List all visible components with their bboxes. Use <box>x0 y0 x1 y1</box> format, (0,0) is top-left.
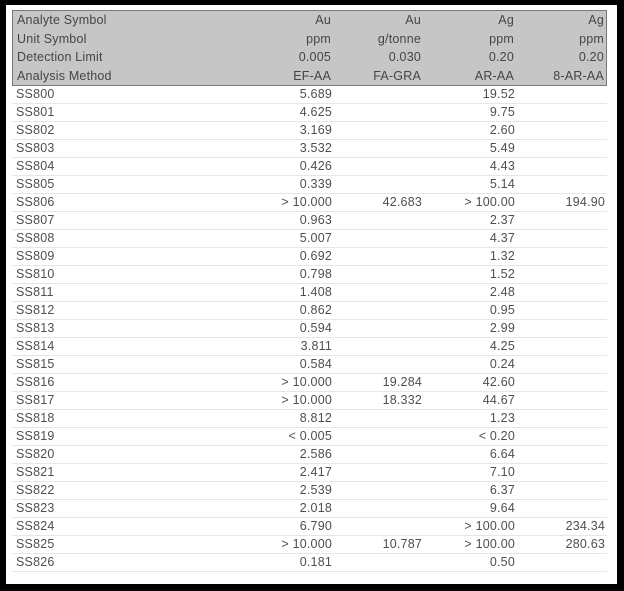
table-row-ss809 <box>12 248 607 266</box>
sample-value-3 <box>515 356 605 373</box>
table-row-ss801 <box>12 104 607 122</box>
sample-value-0: 2.539 <box>299 483 332 497</box>
sample-value-0: > 10.000 <box>281 393 332 407</box>
sample-value-0: 0.181 <box>299 555 332 569</box>
sample-value-0: 5.007 <box>299 231 332 245</box>
sample-value-1 <box>332 302 422 319</box>
sample-value-0: 2.586 <box>299 447 332 461</box>
sample-value-1 <box>332 464 422 481</box>
table-row-ss812 <box>12 302 607 320</box>
sample-value-1: 42.683 <box>382 195 422 209</box>
table-row-ss804 <box>12 158 607 176</box>
sample-id: SS810 <box>16 267 55 281</box>
sample-value-2: 4.37 <box>489 231 515 245</box>
table-row-ss824 <box>12 518 607 536</box>
sample-value-2: < 0.20 <box>478 429 515 443</box>
sample-value-2: 4.43 <box>489 159 515 173</box>
sample-value-1 <box>332 284 422 301</box>
sample-id: SS815 <box>16 357 55 371</box>
sample-value-0: 0.584 <box>299 357 332 371</box>
sample-id: SS823 <box>16 501 55 515</box>
table-row-ss807 <box>12 212 607 230</box>
report-panel <box>6 5 617 584</box>
sample-value-3: 194.90 <box>565 195 605 209</box>
sample-value-0: > 10.000 <box>281 375 332 389</box>
sample-value-2: 0.24 <box>489 357 515 371</box>
sample-value-2: 44.67 <box>482 393 515 407</box>
sample-value-1 <box>332 356 422 373</box>
sample-value-2: 6.37 <box>489 483 515 497</box>
table-row-ss819 <box>12 428 607 446</box>
sample-id: SS812 <box>16 303 55 317</box>
sample-id: SS800 <box>16 87 55 101</box>
sample-value-2: 5.49 <box>489 141 515 155</box>
sample-value-3 <box>515 104 605 121</box>
sample-id: SS814 <box>16 339 55 353</box>
sample-value-1: 10.787 <box>382 537 422 551</box>
header-row-label-detection-limit: Detection Limit <box>17 50 103 64</box>
table-row-ss820 <box>12 446 607 464</box>
header-analysis-method-value-1: FA-GRA <box>373 68 421 83</box>
table-row-ss816 <box>12 374 607 392</box>
sample-id: SS804 <box>16 159 55 173</box>
sample-value-2: > 100.00 <box>464 195 515 209</box>
sample-value-1 <box>332 338 422 355</box>
sample-id: SS820 <box>16 447 55 461</box>
sample-id: SS807 <box>16 213 55 227</box>
sample-value-3 <box>515 482 605 499</box>
sample-value-3 <box>515 248 605 265</box>
sample-value-2: 2.37 <box>489 213 515 227</box>
sample-value-0: 0.692 <box>299 249 332 263</box>
sample-value-2: 5.14 <box>489 177 515 191</box>
table-row-ss823 <box>12 500 607 518</box>
sample-value-2: 1.23 <box>489 411 515 425</box>
sample-value-2: 7.10 <box>489 465 515 479</box>
header-analyte-symbol-value-1: Au <box>405 13 421 27</box>
sample-id: SS822 <box>16 483 55 497</box>
sample-value-3 <box>515 374 605 391</box>
sample-value-0: 0.963 <box>299 213 332 227</box>
sample-value-3 <box>515 554 605 571</box>
header-row-analysis-method <box>13 67 606 86</box>
table-row-ss826 <box>12 554 607 572</box>
table-row-ss805 <box>12 176 607 194</box>
sample-value-3 <box>515 140 605 157</box>
sample-value-2: 1.52 <box>489 267 515 281</box>
sample-id: SS806 <box>16 195 55 209</box>
sample-value-3 <box>515 158 605 175</box>
sample-id: SS816 <box>16 375 55 389</box>
table-row-ss802 <box>12 122 607 140</box>
header-row-unit-symbol <box>13 30 606 49</box>
sample-id: SS826 <box>16 555 55 569</box>
sample-value-0: < 0.005 <box>288 429 332 443</box>
sample-value-1 <box>332 500 422 517</box>
sample-id: SS803 <box>16 141 55 155</box>
table-row-ss810 <box>12 266 607 284</box>
sample-value-2: 0.50 <box>489 555 515 569</box>
table-row-ss818 <box>12 410 607 428</box>
sample-value-1 <box>332 104 422 121</box>
sample-id: SS825 <box>16 537 55 551</box>
sample-value-2: 4.25 <box>489 339 515 353</box>
sample-id: SS809 <box>16 249 55 263</box>
sample-value-3 <box>515 446 605 463</box>
sample-value-1 <box>332 230 422 247</box>
sample-value-1 <box>332 122 422 139</box>
sample-value-1: 18.332 <box>382 393 422 407</box>
header-analyte-symbol-value-3: Ag <box>588 13 604 27</box>
sample-id: SS813 <box>16 321 55 335</box>
sample-value-1 <box>332 158 422 175</box>
table-row-ss806 <box>12 194 607 212</box>
header-unit-symbol-value-0: ppm <box>306 31 331 46</box>
sample-value-3 <box>515 428 605 445</box>
sample-value-0: 8.812 <box>299 411 332 425</box>
sample-value-2: 2.60 <box>489 123 515 137</box>
sample-id: SS802 <box>16 123 55 137</box>
sample-value-3 <box>515 320 605 337</box>
header-row-label-analysis-method: Analysis Method <box>17 68 112 83</box>
sample-id: SS818 <box>16 411 55 425</box>
sample-id: SS808 <box>16 231 55 245</box>
sample-value-0: 0.426 <box>299 159 332 173</box>
sample-value-2: 2.99 <box>489 321 515 335</box>
sample-value-2: 6.64 <box>489 447 515 461</box>
sample-value-0: 6.790 <box>299 519 332 533</box>
sample-value-1 <box>332 518 422 535</box>
sample-value-0: 3.532 <box>299 141 332 155</box>
header-row-detection-limit <box>13 48 606 67</box>
table-row-ss817 <box>12 392 607 410</box>
header-row-label-analyte-symbol: Analyte Symbol <box>17 13 107 27</box>
sample-value-2: 2.48 <box>489 285 515 299</box>
sample-value-2: 9.75 <box>489 105 515 119</box>
header-detection-limit-value-3: 0.20 <box>578 50 604 64</box>
sample-value-1 <box>332 266 422 283</box>
sample-value-3 <box>515 212 605 229</box>
sample-value-3 <box>515 464 605 481</box>
table-row-ss822 <box>12 482 607 500</box>
header-unit-symbol-value-3: ppm <box>579 31 604 46</box>
table-row-ss808 <box>12 230 607 248</box>
sample-value-2: 19.52 <box>482 87 515 101</box>
sample-id: SS824 <box>16 519 55 533</box>
sample-value-3 <box>515 176 605 193</box>
sample-value-3 <box>515 338 605 355</box>
sample-id: SS805 <box>16 177 55 191</box>
sample-value-1 <box>332 428 422 445</box>
sample-value-1 <box>332 554 422 571</box>
header-detection-limit-value-1: 0.030 <box>388 50 421 64</box>
sample-value-0: > 10.000 <box>281 195 332 209</box>
sample-value-2: 1.32 <box>489 249 515 263</box>
sample-value-3 <box>515 410 605 427</box>
sample-value-1: 19.284 <box>382 375 422 389</box>
sample-results-table <box>12 86 607 572</box>
sample-value-1 <box>332 446 422 463</box>
table-row-ss800 <box>12 86 607 104</box>
sample-value-3 <box>515 86 605 103</box>
header-analysis-method-value-2: AR-AA <box>474 68 514 83</box>
sample-value-1 <box>332 86 422 103</box>
header-analysis-method-value-0: EF-AA <box>293 68 331 83</box>
table-row-ss825 <box>12 536 607 554</box>
sample-value-1 <box>332 140 422 157</box>
sample-value-3 <box>515 230 605 247</box>
table-row-ss821 <box>12 464 607 482</box>
sample-value-2: 42.60 <box>482 375 515 389</box>
header-detection-limit-value-2: 0.20 <box>488 50 514 64</box>
header-analyte-symbol-value-0: Au <box>315 13 331 27</box>
header-row-label-unit-symbol: Unit Symbol <box>17 31 87 46</box>
table-row-ss814 <box>12 338 607 356</box>
table-row-ss803 <box>12 140 607 158</box>
sample-value-1 <box>332 212 422 229</box>
sample-value-2: > 100.00 <box>464 537 515 551</box>
sample-value-3: 280.63 <box>565 537 605 551</box>
table-row-ss813 <box>12 320 607 338</box>
sample-value-0: 1.408 <box>299 285 332 299</box>
sample-value-1 <box>332 410 422 427</box>
sample-value-0: 0.862 <box>299 303 332 317</box>
sample-value-0: 3.811 <box>300 339 332 353</box>
sample-value-3 <box>515 302 605 319</box>
sample-value-1 <box>332 248 422 265</box>
sample-value-0: 4.625 <box>299 105 332 119</box>
header-detection-limit-value-0: 0.005 <box>298 50 331 64</box>
sample-value-0: 0.798 <box>299 267 332 281</box>
sample-value-0: 0.339 <box>299 177 332 191</box>
sample-id: SS817 <box>16 393 55 407</box>
sample-value-0: 2.417 <box>299 465 332 479</box>
sample-value-0: 5.689 <box>299 87 332 101</box>
header-analyte-symbol-value-2: Ag <box>498 13 514 27</box>
sample-id: SS811 <box>16 285 54 299</box>
sample-value-1 <box>332 320 422 337</box>
sample-value-3 <box>515 266 605 283</box>
table-row-ss811 <box>12 284 607 302</box>
sample-value-0: > 10.000 <box>281 537 332 551</box>
sample-value-3: 234.34 <box>565 519 605 533</box>
sample-id: SS801 <box>16 105 55 119</box>
sample-value-2: > 100.00 <box>464 519 515 533</box>
sample-value-0: 0.594 <box>299 321 332 335</box>
table-row-ss815 <box>12 356 607 374</box>
sample-id: SS821 <box>16 465 55 479</box>
header-unit-symbol-value-2: ppm <box>489 31 514 46</box>
header-unit-symbol-value-1: g/tonne <box>377 31 421 46</box>
sample-value-3 <box>515 122 605 139</box>
column-header-box <box>12 10 607 86</box>
sample-value-1 <box>332 482 422 499</box>
sample-id: SS819 <box>16 429 55 443</box>
sample-value-3 <box>515 392 605 409</box>
sample-value-2: 0.95 <box>489 303 515 317</box>
header-row-analyte-symbol <box>13 11 606 30</box>
sample-value-3 <box>515 500 605 517</box>
sample-value-2: 9.64 <box>489 501 515 515</box>
sample-value-3 <box>515 284 605 301</box>
sample-value-0: 2.018 <box>299 501 332 515</box>
header-analysis-method-value-3: 8-AR-AA <box>553 68 604 83</box>
sample-value-0: 3.169 <box>299 123 332 137</box>
sample-value-1 <box>332 176 422 193</box>
